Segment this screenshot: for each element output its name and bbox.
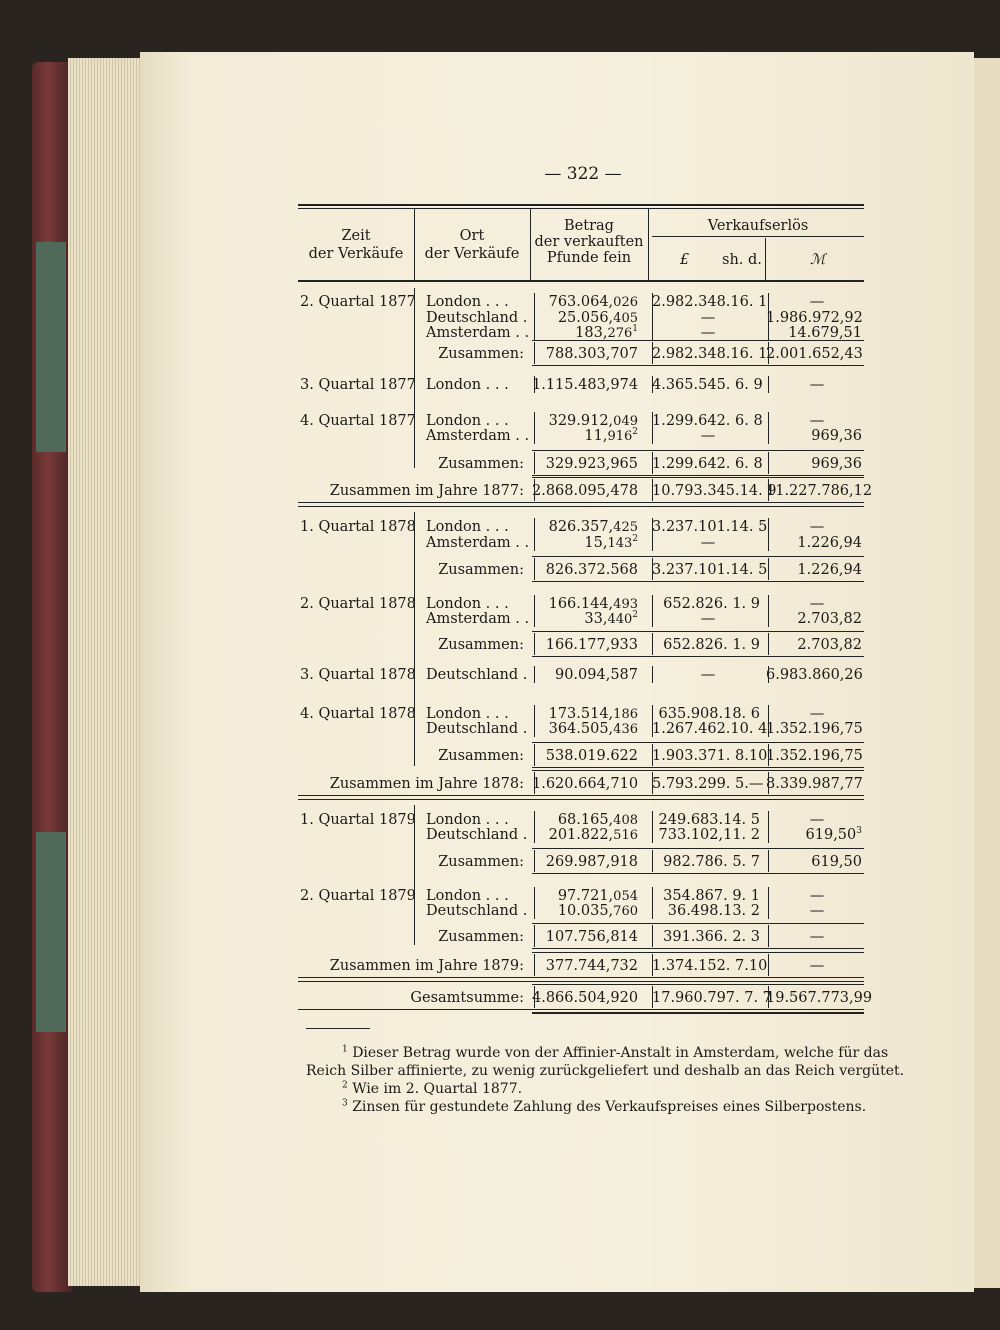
zeit-divider	[414, 288, 415, 468]
mark-divider	[768, 986, 769, 1008]
row-mark: —	[809, 903, 825, 919]
mark-divider	[768, 293, 769, 310]
row-betrag: 166.144,493	[548, 596, 638, 612]
row-mark: —	[809, 706, 825, 722]
sum-top-rule	[532, 631, 864, 632]
mark-divider	[768, 666, 769, 683]
row-sum-label: Zusammen:	[438, 748, 524, 764]
row-pound: 3.237.101.14. 5	[652, 519, 768, 535]
row-mark: 1.226,94	[797, 535, 862, 551]
header-shd: sh. d.	[722, 252, 762, 268]
pound-divider	[652, 925, 653, 947]
row-mark: —	[809, 929, 825, 945]
row-betrag: 201.822,516	[548, 827, 638, 843]
row-mark: —	[809, 519, 825, 535]
row-pound: —	[700, 325, 716, 341]
row-betrag-decimals: 493	[613, 597, 638, 612]
row-betrag: 329.923,965	[545, 456, 638, 472]
row-betrag: 173.514,186	[548, 706, 638, 722]
row-ort: Deutschland .	[426, 667, 528, 683]
row-mark: 619,50$^3$	[805, 826, 862, 843]
row-mark: 2.001.652,43	[766, 346, 863, 362]
betrag-divider	[534, 902, 535, 919]
row-mark: 2.703,82	[797, 611, 862, 627]
betrag-divider	[534, 925, 535, 947]
row-zeit: 4. Quartal 1877	[300, 413, 416, 429]
row-total-label: Zusammen im Jahre 1879:	[329, 958, 524, 974]
sum-top-rule	[532, 477, 864, 478]
row-betrag: 269.987,918	[545, 854, 638, 870]
row-betrag-decimals: 026	[613, 295, 638, 310]
row-zeit: 2. Quartal 1877	[300, 294, 416, 310]
row-pound: 1.299.642. 6. 8	[652, 413, 763, 429]
sum-bottom-rule	[298, 977, 864, 978]
row-pound: 652.826. 1. 9	[663, 596, 760, 612]
sum-bottom-rule	[298, 502, 864, 503]
row-betrag: 90.094,587	[554, 667, 638, 683]
row-ort: London . . .	[426, 377, 509, 393]
footnote-number: 3	[342, 1098, 348, 1109]
row-zeit: 1. Quartal 1879	[300, 812, 416, 828]
sum-top-rule	[532, 984, 864, 985]
row-pound: 2.982.348.16. 1	[652, 294, 768, 310]
mark-divider	[768, 902, 769, 919]
betrag-divider	[534, 427, 535, 444]
header-ort-2: der Verkäufe	[424, 246, 520, 262]
row-pound: 5.793.299. 5.—	[652, 776, 764, 792]
header-mark-sign: ℳ	[810, 252, 826, 268]
row-betrag-decimals: 436	[613, 722, 638, 737]
betrag-divider	[534, 479, 535, 501]
pound-divider	[652, 427, 653, 444]
row-pound: 635.908.18. 6	[658, 706, 760, 722]
betrag-divider	[534, 633, 535, 655]
row-mark: —	[809, 958, 825, 974]
zeit-divider	[414, 512, 415, 766]
row-ort: Deutschland .	[426, 721, 528, 737]
betrag-divider	[534, 954, 535, 976]
row-pound: 391.366. 2. 3	[663, 929, 760, 945]
pound-divider	[652, 376, 653, 393]
betrag-divider	[534, 324, 535, 341]
row-pound: 3.237.101.14. 5	[652, 562, 768, 578]
row-ort: Amsterdam . .	[426, 535, 530, 551]
row-pound: 1.267.462.10. 4	[652, 721, 768, 737]
row-mark: —	[809, 596, 825, 612]
footnote-ref: 1	[632, 324, 638, 335]
footnote-ref: 2	[632, 427, 638, 438]
row-mark: —	[809, 888, 825, 904]
row-pound: 2.982.348.16. 1	[652, 346, 768, 362]
sum-bottom-rule	[298, 1009, 864, 1010]
page-number: — 322 —	[544, 164, 622, 184]
mark-divider	[768, 452, 769, 474]
row-betrag-decimals: 276	[607, 326, 633, 341]
betrag-divider	[534, 534, 535, 551]
row-sum-label: Zusammen:	[438, 456, 524, 472]
betrag-divider	[534, 744, 535, 766]
header-betrag-2: der verkauften	[534, 234, 644, 250]
row-pound: —	[700, 667, 716, 683]
row-betrag: 4.866.504,920	[532, 990, 639, 1006]
mark-divider	[768, 534, 769, 551]
sum-bottom-rule	[298, 795, 864, 796]
row-zeit: 2. Quartal 1878	[300, 596, 416, 612]
row-betrag: 826.357,425	[548, 519, 638, 535]
header-erloes: Verkaufserlös	[707, 218, 809, 234]
pound-divider	[652, 452, 653, 474]
footnote-text: Reich Silber affinierte, zu wenig zurückgeliefert und deshalb an das Reich vergütet.	[306, 1063, 905, 1079]
row-mark: 1.352.196,75	[766, 748, 863, 764]
mark-divider	[768, 925, 769, 947]
pound-divider	[652, 954, 653, 976]
footnote-number: 1	[342, 1044, 348, 1055]
zeit-divider	[414, 805, 415, 945]
pound-divider	[652, 826, 653, 843]
sum-bottom-rule	[532, 767, 864, 768]
row-betrag: 1.115.483,974	[532, 377, 639, 393]
footnote	[342, 1098, 866, 1116]
row-pound: —	[700, 428, 716, 444]
betrag-divider	[534, 558, 535, 580]
row-betrag-decimals: 516	[613, 828, 638, 843]
pound-divider	[652, 610, 653, 627]
row-betrag: 68.165,408	[557, 812, 638, 828]
row-mark: 969,36	[811, 428, 862, 444]
footnote	[342, 1080, 522, 1098]
row-betrag-decimals: 760	[613, 904, 638, 919]
sum-top-rule	[532, 952, 864, 953]
row-pound: 4.365.545. 6. 9	[652, 377, 763, 393]
pound-divider	[652, 666, 653, 683]
row-ort: Amsterdam . .	[426, 611, 530, 627]
footnote-text: Dieser Betrag wurde von der Affinier-Anstalt in Amsterdam, welche für das	[352, 1045, 889, 1061]
row-betrag: 25.056,405	[557, 310, 638, 326]
mark-divider	[768, 427, 769, 444]
row-total-label: Zusammen im Jahre 1878:	[329, 776, 524, 792]
row-betrag-decimals: 916	[607, 429, 633, 444]
header-ort-1: Ort	[459, 228, 485, 244]
row-ort: Amsterdam . .	[426, 428, 530, 444]
row-pound: 1.299.642. 6. 8	[652, 456, 763, 472]
sum-bottom-rule	[532, 656, 864, 657]
row-mark: 6.983.860,26	[766, 667, 863, 683]
mark-divider	[768, 633, 769, 655]
sum-top-rule	[532, 770, 864, 771]
row-mark: 1.352.196,75	[766, 721, 863, 737]
betrag-divider	[534, 342, 535, 364]
mark-divider	[768, 479, 769, 501]
row-betrag: 107.756,814	[545, 929, 638, 945]
header-divider	[648, 208, 649, 280]
row-mark: 1.226,94	[797, 562, 862, 578]
sum-bottom-rule	[532, 948, 864, 949]
row-betrag-decimals: 425	[613, 520, 638, 535]
row-betrag: 377.744,732	[545, 958, 638, 974]
betrag-divider	[534, 376, 535, 393]
row-mark: 969,36	[811, 456, 862, 472]
row-betrag-decimals: 186	[613, 707, 638, 722]
table-top-rule	[298, 204, 864, 206]
header-divider	[414, 208, 415, 280]
table-top-rule	[298, 208, 864, 209]
row-total-label: Gesamtsumme:	[410, 990, 524, 1006]
row-ort: Amsterdam . .	[426, 325, 530, 341]
header-bottom-rule	[298, 280, 864, 282]
row-betrag-decimals: 054	[613, 889, 638, 904]
row-mark: 2.703,82	[797, 637, 862, 653]
row-pound: 1.374.152. 7.10	[652, 958, 768, 974]
mark-divider	[768, 518, 769, 535]
row-ort: London . . .	[426, 812, 509, 828]
row-pound: 982.786. 5. 7	[663, 854, 760, 870]
row-sum-label: Zusammen:	[438, 346, 524, 362]
row-sum-label: Zusammen:	[438, 929, 524, 945]
row-pound: 1.903.371. 8.10	[652, 748, 768, 764]
row-betrag: 364.505,436	[548, 721, 638, 737]
pound-divider	[652, 902, 653, 919]
betrag-divider	[534, 772, 535, 794]
row-pound: 354.867. 9. 1	[663, 888, 760, 904]
row-zeit: 2. Quartal 1879	[300, 888, 416, 904]
row-betrag-decimals: 049	[613, 414, 638, 429]
row-mark: 8.339.987,77	[766, 776, 863, 792]
mark-divider	[768, 954, 769, 976]
betrag-divider	[534, 826, 535, 843]
row-betrag: 788.303,707	[545, 346, 638, 362]
mark-divider	[768, 342, 769, 364]
row-pound: 249.683.14. 5	[658, 812, 760, 828]
row-ort: London . . .	[426, 888, 509, 904]
footnote	[342, 1044, 888, 1062]
row-betrag-decimals: 143	[607, 536, 633, 551]
row-pound: —	[700, 611, 716, 627]
header-subrule	[652, 236, 864, 237]
row-betrag: 166.177,933	[545, 637, 638, 653]
row-betrag: 763.064,026	[548, 294, 638, 310]
row-betrag: 97.721,054	[557, 888, 638, 904]
mark-divider	[768, 826, 769, 843]
row-mark: —	[809, 294, 825, 310]
row-mark: —	[809, 377, 825, 393]
sum-top-rule	[532, 450, 864, 451]
row-mark: 14.679,51	[788, 325, 862, 341]
mark-divider	[768, 850, 769, 872]
row-ort: London . . .	[426, 596, 509, 612]
mark-divider	[768, 610, 769, 627]
pound-divider	[652, 324, 653, 341]
header-pound-sign: £	[680, 252, 690, 268]
row-mark: 619,50	[811, 854, 862, 870]
row-betrag: 11,916$^2$	[584, 427, 638, 444]
header-zeit-2: der Verkäufe	[308, 246, 404, 262]
row-zeit: 4. Quartal 1878	[300, 706, 416, 722]
betrag-divider	[534, 610, 535, 627]
footnote	[306, 1062, 904, 1080]
betrag-divider	[534, 720, 535, 737]
row-betrag: 826.372.568	[545, 562, 638, 578]
row-ort: Deutschland .	[426, 903, 528, 919]
row-zeit: 3. Quartal 1878	[300, 667, 416, 683]
pound-divider	[652, 479, 653, 501]
sum-top-rule	[532, 340, 864, 341]
sum-top-rule	[532, 742, 864, 743]
betrag-divider	[534, 986, 535, 1008]
row-mark: 11.227.786,12	[766, 483, 873, 499]
row-betrag: 10.035,760	[557, 903, 638, 919]
pound-divider	[652, 720, 653, 737]
pound-divider	[652, 772, 653, 794]
row-pound: 652.826. 1. 9	[663, 637, 760, 653]
row-ort: London . . .	[426, 519, 509, 535]
pound-divider	[652, 850, 653, 872]
row-betrag: 2.868.095,478	[532, 483, 639, 499]
year-total-double-rule	[298, 506, 864, 507]
row-total-label: Zusammen im Jahre 1877:	[329, 483, 524, 499]
footnote-text: Zinsen für gestundete Zahlung des Verkaufspreises eines Silberpostens.	[352, 1099, 867, 1115]
sum-top-rule	[532, 923, 864, 924]
pound-divider	[652, 518, 653, 535]
header-betrag-1: Betrag	[564, 218, 614, 234]
mark-divider	[768, 376, 769, 393]
row-pound: 10.793.345.14. 9	[652, 483, 777, 499]
row-pound: 17.960.797. 7. 7	[652, 990, 772, 1006]
footnote-rule	[306, 1028, 370, 1029]
row-sum-label: Zusammen:	[438, 854, 524, 870]
row-betrag: 329.912,049	[548, 413, 638, 429]
row-betrag-decimals: 440	[607, 612, 633, 627]
footnote-text: Wie im 2. Quartal 1877.	[352, 1081, 523, 1097]
header-divider	[765, 238, 766, 280]
footnote-ref: 3	[856, 826, 862, 837]
row-betrag: 538.019.622	[545, 748, 638, 764]
grand-total-rule	[532, 1012, 864, 1014]
sum-top-rule	[532, 556, 864, 557]
row-pound: 733.102,11. 2	[658, 827, 760, 843]
sum-top-rule	[532, 848, 864, 849]
header-betrag-3: Pfunde fein	[546, 250, 632, 266]
header-divider	[530, 208, 531, 280]
year-total-double-rule	[298, 981, 864, 982]
pound-divider	[652, 986, 653, 1008]
row-sum-label: Zusammen:	[438, 562, 524, 578]
betrag-divider	[534, 518, 535, 535]
row-betrag: 15,143$^2$	[584, 534, 638, 551]
sum-bottom-rule	[532, 873, 864, 874]
betrag-divider	[534, 452, 535, 474]
row-zeit: 1. Quartal 1878	[300, 519, 416, 535]
mark-divider	[768, 558, 769, 580]
row-pound: 36.498.13. 2	[667, 903, 760, 919]
row-ort: London . . .	[426, 706, 509, 722]
row-betrag-decimals: 408	[613, 813, 638, 828]
pound-divider	[652, 342, 653, 364]
footnote-ref: 2	[632, 610, 638, 621]
row-ort: Deutschland .	[426, 827, 528, 843]
row-mark: 19.567.773,99	[766, 990, 873, 1006]
sum-bottom-rule	[532, 581, 864, 582]
mark-divider	[768, 720, 769, 737]
betrag-divider	[534, 850, 535, 872]
row-betrag-decimals: 405	[613, 311, 638, 326]
mark-divider	[768, 772, 769, 794]
pound-divider	[652, 534, 653, 551]
row-pound: —	[700, 310, 716, 326]
row-zeit: 3. Quartal 1877	[300, 377, 416, 393]
footnote-ref: 2	[632, 534, 638, 545]
mark-divider	[768, 324, 769, 341]
header-zeit-1: Zeit	[341, 228, 371, 244]
pound-divider	[652, 744, 653, 766]
row-betrag: 1.620.664,710	[532, 776, 639, 792]
row-mark: —	[809, 812, 825, 828]
mark-divider	[768, 744, 769, 766]
betrag-divider	[534, 293, 535, 310]
pound-divider	[652, 293, 653, 310]
pound-divider	[652, 633, 653, 655]
year-total-double-rule	[298, 799, 864, 800]
sum-bottom-rule	[532, 475, 864, 476]
betrag-divider	[534, 666, 535, 683]
row-betrag: 33,440$^2$	[584, 610, 638, 627]
row-mark: 1.986.972,92	[766, 310, 863, 326]
row-sum-label: Zusammen:	[438, 637, 524, 653]
footnote-number: 2	[342, 1080, 348, 1091]
row-ort: Deutschland .	[426, 310, 528, 326]
row-betrag: 183,276$^1$	[575, 324, 638, 341]
row-pound: —	[700, 535, 716, 551]
row-ort: London . . .	[426, 294, 509, 310]
sum-bottom-rule	[532, 365, 864, 366]
row-ort: London . . .	[426, 413, 509, 429]
row-mark: —	[809, 413, 825, 429]
pound-divider	[652, 558, 653, 580]
